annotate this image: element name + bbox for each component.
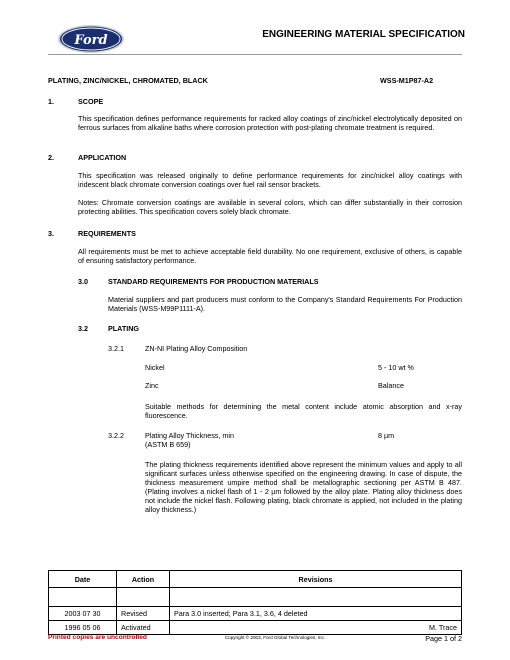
section-3-2-1-text: Suitable methods for determining the metal content include atomic absorption and x-ray fluorescence. <box>145 402 462 420</box>
revision-author: M. Trace <box>429 623 457 632</box>
thickness-value: 8 µm <box>378 431 395 440</box>
table-row <box>49 607 462 621</box>
zinc-value: Balance <box>378 381 404 390</box>
revision-description <box>170 607 462 621</box>
revision-action: Revised <box>117 607 170 621</box>
scope-text: This specification defines performance requirements for racked alloy coatings of zinc/nickel electrolytically deposited on ferrous surfaces from alkaline baths where corrosion protection with post-plating chromate treatment is required. <box>78 114 462 132</box>
revision-table <box>48 570 462 635</box>
revision-date: 2003 07 30 <box>49 607 117 621</box>
section-3-2-2-number: 3.2.2 <box>108 431 124 440</box>
header-divider <box>48 54 462 55</box>
table-row <box>49 588 462 607</box>
section-1-heading: SCOPE <box>78 97 104 106</box>
nickel-label: Nickel <box>145 363 165 372</box>
section-3-number: 3. <box>48 229 54 238</box>
revision-description <box>170 621 462 635</box>
section-3-2-heading: PLATING <box>108 324 140 333</box>
uncontrolled-copy-notice: Printed copies are uncontrolled <box>48 634 147 641</box>
section-3-0-text: Material suppliers and part producers must conform to the Company's Standard Requirements For Production Materials (WSS-M99P1111-A). <box>108 295 462 313</box>
header-date: Date <box>49 571 117 588</box>
table-row <box>49 621 462 635</box>
zinc-label: Zinc <box>145 381 159 390</box>
section-3-2-1-number: 3.2.1 <box>108 344 124 353</box>
spec-header-title: ENGINEERING MATERIAL SPECIFICATION <box>262 29 465 40</box>
logo-wordmark: Ford <box>74 33 108 48</box>
spec-number: WSS-M1P87-A2 <box>380 76 434 85</box>
section-3-heading: REQUIREMENTS <box>78 229 136 238</box>
copyright-notice: Copyright © 2003, Ford Global Technologies, Inc. <box>224 635 326 640</box>
section-3-2-2-ref: (ASTM B 659) <box>145 440 191 449</box>
page-number: Page 1 of 2 <box>425 634 462 643</box>
revision-action: Activated <box>117 621 170 635</box>
section-3-0-number: 3.0 <box>78 277 88 286</box>
section-2-number: 2. <box>48 153 54 162</box>
section-1-number: 1. <box>48 97 54 106</box>
nickel-value: 5 - 10 wt % <box>378 363 414 372</box>
section-3-2-number: 3.2 <box>78 324 88 333</box>
section-3-2-2-title: Plating Alloy Thickness, min <box>145 431 234 440</box>
revision-date: 1996 05 06 <box>49 621 117 635</box>
application-notes: Notes: Chromate conversion coatings are available in several colors, which can differ substantially in their corrosion protecting abilities. This specification covers solely black chromate. <box>78 198 462 216</box>
application-text: This specification was released originally to define performance requirements for zinc/nickel alloy coatings with iridescent black chromate conversion coatings over fuel rail sensor brackets. <box>78 171 462 189</box>
section-3-0-heading: STANDARD REQUIREMENTS FOR PRODUCTION MATERIALS <box>108 277 319 286</box>
section-2-heading: APPLICATION <box>78 153 127 162</box>
ford-logo <box>57 24 125 54</box>
section-3-2-2-text: The plating thickness requirements identified above represent the minimum values and apply to all significant surfaces unless otherwise specified on the engineering drawing. In case of dispute, the thickness measurement umpire method shall be metallographic sectioning per ASTM B 487. (Plating involves a nickel flash of 1 - 2 µm followed by the alloy plate. Plating alloy thickness does not include the nickel flash. Following plating, black chromate is applied, not included in the plating alloy thickness.) <box>145 460 462 514</box>
section-3-2-1-title: ZN-NI Plating Alloy Composition <box>145 344 248 353</box>
revision-table-header <box>49 571 462 588</box>
requirements-text: All requirements must be met to achieve acceptable field durability. No one requirement, exclusive of others, is capable of ensuring satisfactory performance. <box>78 247 462 265</box>
spec-subject: PLATING, ZINC/NICKEL, CHROMATED, BLACK <box>48 76 208 85</box>
header-revisions: Revisions <box>170 571 462 588</box>
header-action: Action <box>117 571 170 588</box>
revision-desc-text: Para 3.0 inserted; Para 3.1, 3.6, 4 deleted <box>174 609 308 618</box>
